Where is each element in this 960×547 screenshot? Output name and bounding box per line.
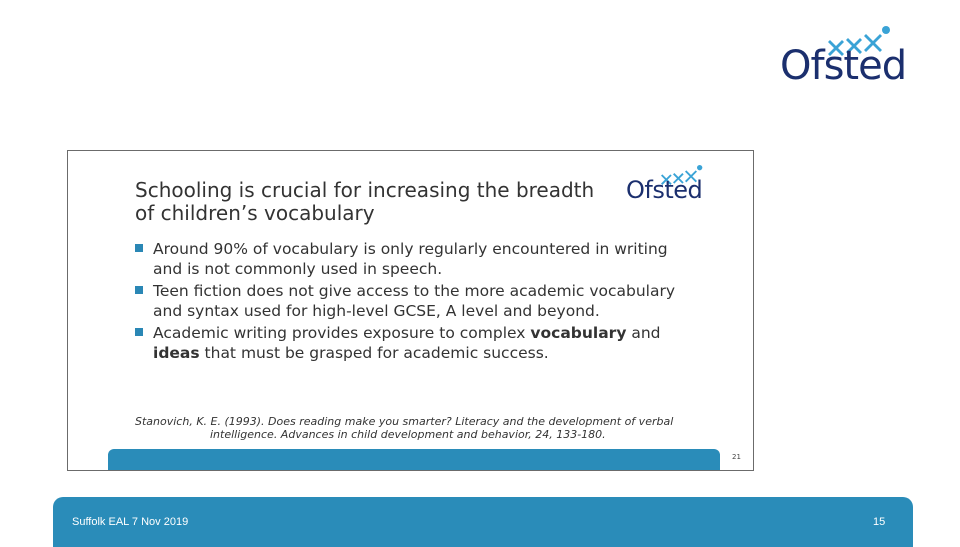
bullet-text: Around 90% of vocabulary is only regularly encountered in writing and is not commonly used in speech.: [153, 240, 668, 278]
bullet-item: [135, 281, 695, 321]
bullet-text: Teen fiction does not give access to the more academic vocabulary and syntax used for high-level GCSE, A level and beyond.: [153, 282, 676, 320]
slide-footer-bar: [108, 449, 720, 471]
slide-title: Schooling is crucial for increasing the breadth of children’s vocabulary: [135, 178, 595, 225]
slide-logo-wordmark: Ofsted: [626, 176, 703, 204]
footer-label: Suffolk EAL 7 Nov 2019: [72, 516, 189, 528]
slide-ofsted-logo: [626, 165, 716, 207]
citation-line: intelligence. Advances in child development and behavior, 24, 133-180.: [210, 428, 606, 441]
bullet-square-icon: [135, 286, 143, 294]
bullet-bold-text: ideas: [153, 344, 200, 362]
embedded-slide: [67, 150, 754, 471]
citation-line: Stanovich, K. E. (1993). Does reading make you smarter? Literacy and the development of verbal: [135, 415, 674, 428]
bullet-text: Academic writing provides exposure to complex: [153, 324, 531, 342]
ofsted-logo: [778, 26, 907, 90]
bullet-square-icon: [135, 328, 143, 336]
bullet-bold-text: vocabulary: [530, 324, 627, 342]
bullet-item: [135, 323, 695, 363]
bullet-text: and: [626, 324, 661, 342]
bullet-text: that must be grasped for academic success.: [199, 344, 549, 362]
bullet-square-icon: [135, 244, 143, 252]
bullet-item: [135, 239, 695, 279]
citation: [135, 415, 695, 441]
logo-wordmark: Ofsted: [780, 43, 907, 89]
page-number: 15: [873, 516, 886, 528]
slide-number: 21: [732, 453, 741, 461]
bullet-list: [135, 239, 695, 365]
